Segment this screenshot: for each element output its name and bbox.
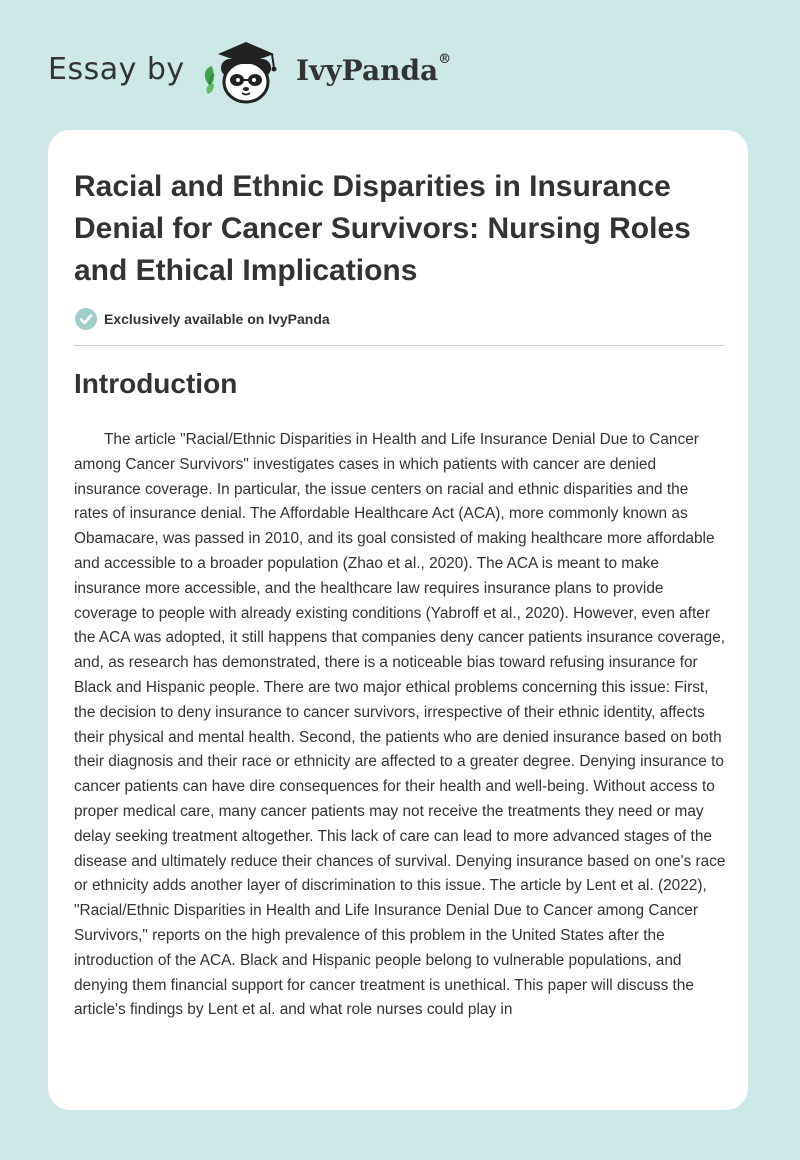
panda-graduate-icon[interactable] — [200, 38, 292, 108]
divider — [74, 345, 724, 346]
body-paragraph: The article "Racial/Ethnic Disparities in Health and Life Insurance Denial Due to Cancer among Cancer Survivors" investigates cases in which patients with cancer are denied insurance coverage. In particular, the issue centers on racial and ethnic disparities and the rates of insurance denial. The Affordable Healthcare Act (ACA), more commonly known as Obamacare, was passed in 2010, and its goal consisted of making healthcare more affordable and accessible to a broader population (Zhao et al., 2020). The ACA is meant to make insurance more accessible, and the healthcare law requires insurance plans to provide coverage to people with already existing conditions (Yabroff et al., 2020). However, even after the ACA was adopted, it still happens that companies deny cancer patients insurance coverage, and, as research has demonstrated, there is a noticeable bias toward refusing insurance for Black and Hispanic people. There are two major ethical problems concerning this issue: First, the decision to deny insurance to cancer survivors, irrespective of their ethnic identity, affects their physical and mental health. Second, the patients who are denied insurance based on both their diagnosis and their race or ethnicity are affected to a greater degree. Denying insurance to cancer patients can have dire consequences for their health and well-being. Without access to proper medical care, many cancer patients may not receive the treatments they need or may delay seeking treatment altogether. This lack of care can lead to more advanced stages of the disease and ultimately reduce their chances of survival. Denying insurance based on one's race or ethnicity adds another layer of discrimination to this issue. The article by Lent et al. (2022), "Racial/Ethnic Disparities in Health and Life Insurance Denial Due to Cancer among Cancer Survivors," reports on the high prevalence of this problem in the United States after the introduction of the ACA. Black and Hispanic people belong to vulnerable populations, and denying them financial support for cancer treatment is unethical. This paper will discuss the article's findings by Lent et al. and what role nurses could play in — [74, 431, 726, 1019]
article-card — [48, 130, 748, 1110]
exclusive-badge-label: Exclusively available on IvyPanda — [104, 311, 330, 327]
page-title: Racial and Ethnic Disparities in Insurance Denial for Cancer Survivors: Nursing Roles and Ethical Implications — [74, 170, 691, 287]
registered-mark: ® — [438, 52, 452, 67]
section-heading: Introduction — [74, 368, 238, 399]
brand-prefix: Essay by — [48, 52, 185, 87]
exclusive-badge — [74, 306, 330, 332]
brand-name[interactable]: IvyPanda® — [296, 52, 452, 87]
check-circle-icon — [74, 307, 98, 331]
site-header — [0, 0, 800, 130]
